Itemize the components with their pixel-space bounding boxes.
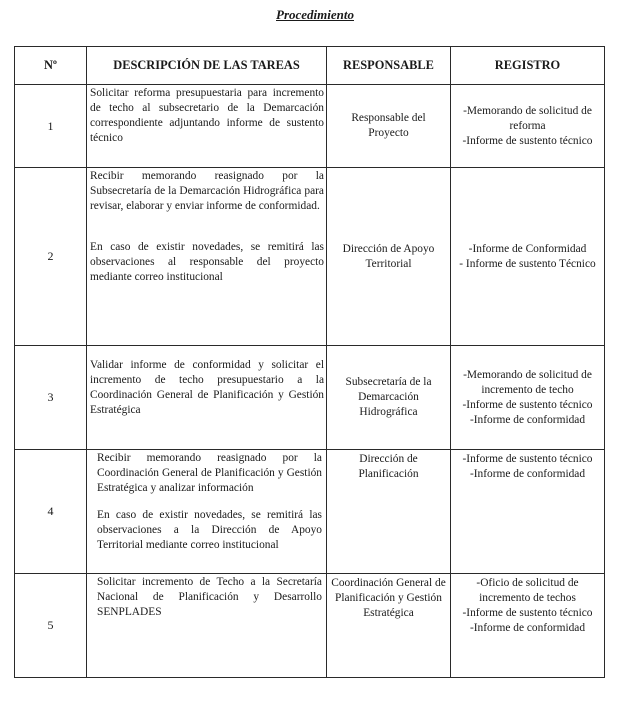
record-item: -Informe de conformidad [469,622,586,634]
responsible-cell: Subsecretaría de la Demarcación Hidrográfica [327,346,451,450]
task-description-text: En caso de existir novedades, se remitirá las observaciones al responsable del proyecto mediante correo institucional [90,241,324,283]
row-number: 3 [15,346,87,450]
record-cell [451,168,605,346]
row-number: 1 [15,85,87,168]
responsible-cell: Dirección de Planificación [327,450,451,574]
record-cell [451,85,605,168]
record-item: -Informe de Conformidad [468,242,587,255]
record-item: -Informe de sustento técnico [462,453,593,465]
task-description [87,85,327,168]
task-description [87,168,327,346]
record-item: -Informe de sustento técnico [462,134,593,147]
responsible-cell: Coordinación General de Planificación y Gestión Estratégica [327,574,451,678]
header-description: DESCRIPCIÓN DE LAS TAREAS [87,47,327,85]
record-item: -Memorando de solicitud de reforma [463,104,592,132]
responsible-cell: Responsable del Proyecto [327,85,451,168]
record-item: -Informe de sustento técnico [462,607,593,619]
task-description-text: Validar informe de conformidad y solicitar el incremento de techo presupuestario a la Coordinación General de Planificación y Gestión Estratégica [90,359,324,416]
header-responsible: RESPONSABLE [327,47,451,85]
task-description-text: En caso de existir novedades, se remitirá las observaciones a la Dirección de Apoyo Territorial mediante correo institucional [97,509,322,551]
header-number: Nº [15,47,87,85]
row-number: 5 [15,574,87,678]
record-item: -Informe de conformidad [469,468,586,480]
task-description [87,574,327,678]
responsible-cell: Dirección de Apoyo Territorial [327,168,451,346]
row-number: 2 [15,168,87,346]
record-cell [451,346,605,450]
task-description-text: Solicitar reforma presupuestaria para incremento de techo al subsecretario de la Demarcación correspondiente adjuntando informe de sustento técnico [90,87,324,144]
task-description-text: Recibir memorando reasignado por la Coordinación General de Planificación y Gestión Estratégica y analizar información [97,452,322,494]
table-row [15,168,605,346]
record-cell [451,450,605,574]
table-row [15,574,605,678]
table-row [15,85,605,168]
procedure-table [14,46,605,678]
record-item: -Oficio de solicitud de incremento de techos [476,577,579,604]
record-item: - Informe de sustento Técnico [459,257,596,270]
record-item: -Informe de conformidad [469,413,586,426]
header-record: REGISTRO [451,47,605,85]
record-cell [451,574,605,678]
task-description [87,346,327,450]
table-row [15,450,605,574]
page-title: Procedimiento [276,7,354,22]
task-description-text: Recibir memorando reasignado por la Subsecretaría de la Demarcación Hidrográfica para revisar, elaborar y enviar informe de conformidad. [90,170,324,212]
record-item: -Memorando de solicitud de incremento de techo [463,368,592,396]
task-description [87,450,327,574]
table-row [15,346,605,450]
table-header-row [15,47,605,85]
task-description-text: Solicitar incremento de Techo a la Secretaría Nacional de Planificación y Desarrollo SENPLADES [97,576,322,618]
record-item: -Informe de sustento técnico [462,398,593,411]
row-number: 4 [15,450,87,574]
